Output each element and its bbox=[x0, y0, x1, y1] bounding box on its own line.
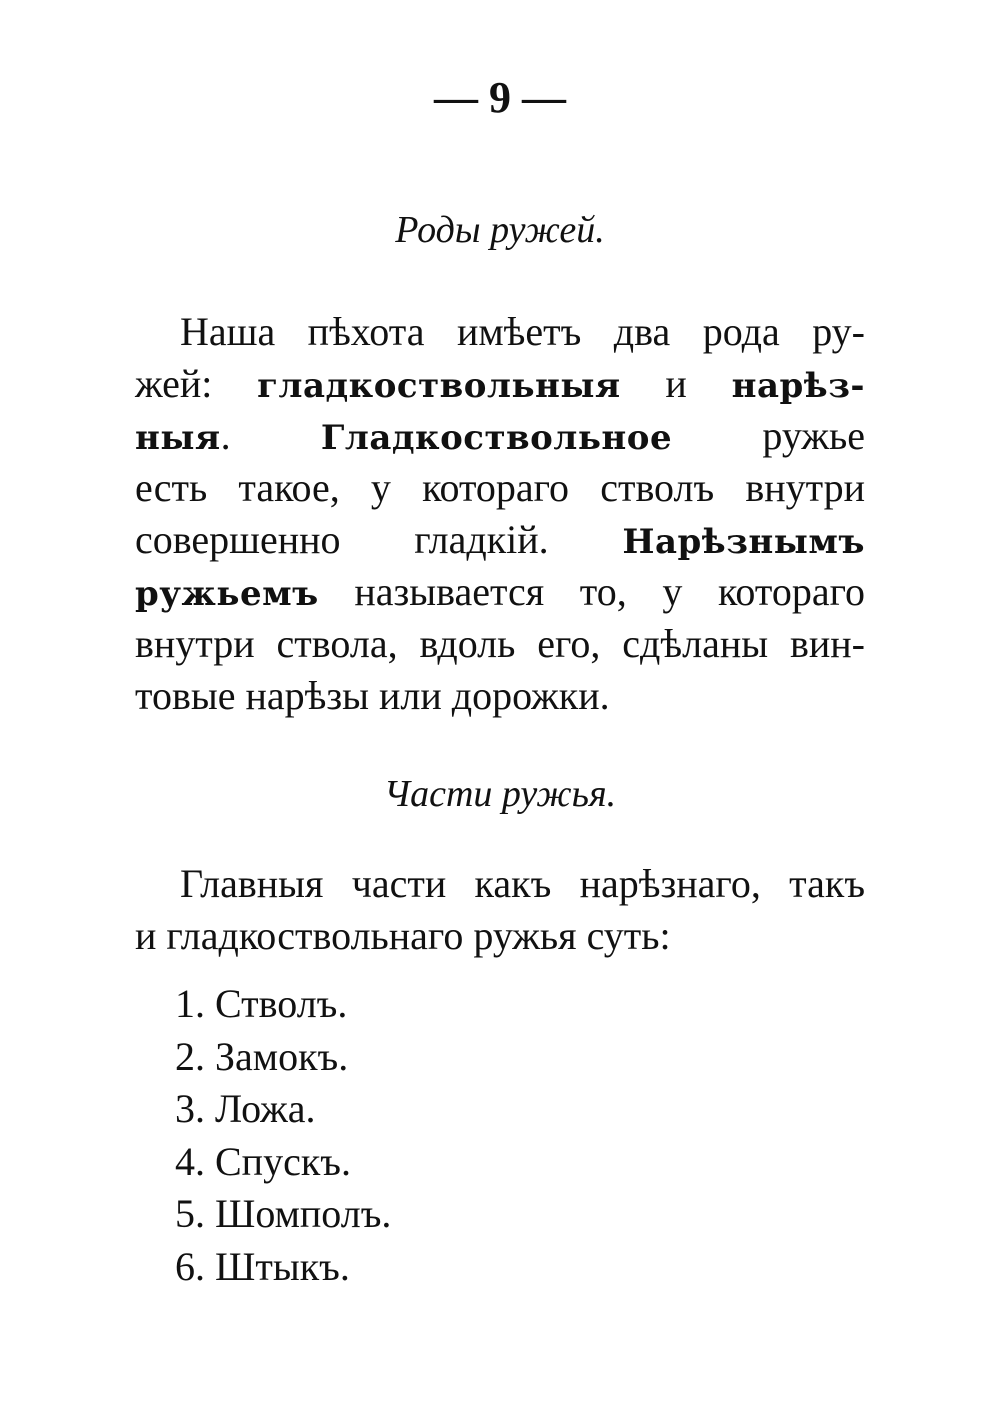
text-run: и bbox=[620, 361, 732, 406]
text-run: и гладкоствольнаго ружья суть: bbox=[135, 913, 671, 958]
text-run: . bbox=[220, 413, 321, 458]
bold-term: Гладкоствольное bbox=[320, 418, 673, 458]
text-line bbox=[135, 358, 865, 412]
text-line bbox=[135, 670, 865, 722]
text-run: называется то, у котораго bbox=[318, 569, 865, 614]
text-line bbox=[135, 462, 865, 514]
section-heading-rifle-types: Роды ружей. bbox=[395, 209, 605, 251]
text-line bbox=[135, 514, 865, 568]
list-item: 6. Штыкъ. bbox=[175, 1244, 350, 1289]
list-item: 4. Спускъ. bbox=[175, 1138, 351, 1184]
text-run: есть такое, у котораго стволъ внутри bbox=[135, 465, 865, 510]
bold-term: ружьемъ bbox=[135, 574, 319, 614]
text-run: Главныя части какъ нарѣзнаго, такъ bbox=[180, 861, 865, 906]
bold-term: гладкоствольныя bbox=[257, 366, 621, 406]
section-heading-rifle-parts: Части ружья. bbox=[383, 773, 617, 815]
text-line bbox=[135, 410, 865, 464]
bold-term: нарѣз- bbox=[731, 366, 865, 406]
list-item: 2. Замокъ. bbox=[175, 1033, 349, 1079]
list-item: 3. Ложа. bbox=[175, 1086, 316, 1132]
page-number: — 9 — bbox=[434, 73, 566, 122]
text-run: Наша пѣхота имѣетъ два рода ру- bbox=[180, 309, 865, 354]
text-run: внутри ствола, вдоль его, сдѣланы вин- bbox=[135, 621, 865, 666]
text-line bbox=[135, 618, 865, 670]
text-run: совершенно гладкій. bbox=[135, 517, 623, 562]
text-run: ружье bbox=[672, 413, 866, 458]
text-line bbox=[180, 306, 865, 358]
list-item: 1. Стволъ. bbox=[175, 981, 348, 1026]
text-line bbox=[135, 910, 865, 962]
text-line bbox=[180, 858, 865, 910]
bold-term: Нарѣзнымъ bbox=[622, 522, 865, 562]
text-line bbox=[135, 566, 865, 620]
text-run: товые нарѣзы или дорожки. bbox=[135, 673, 610, 718]
bold-term: ныя bbox=[135, 418, 221, 458]
list-item: 5. Шомполъ. bbox=[175, 1191, 392, 1237]
text-run: жей: bbox=[135, 361, 258, 406]
